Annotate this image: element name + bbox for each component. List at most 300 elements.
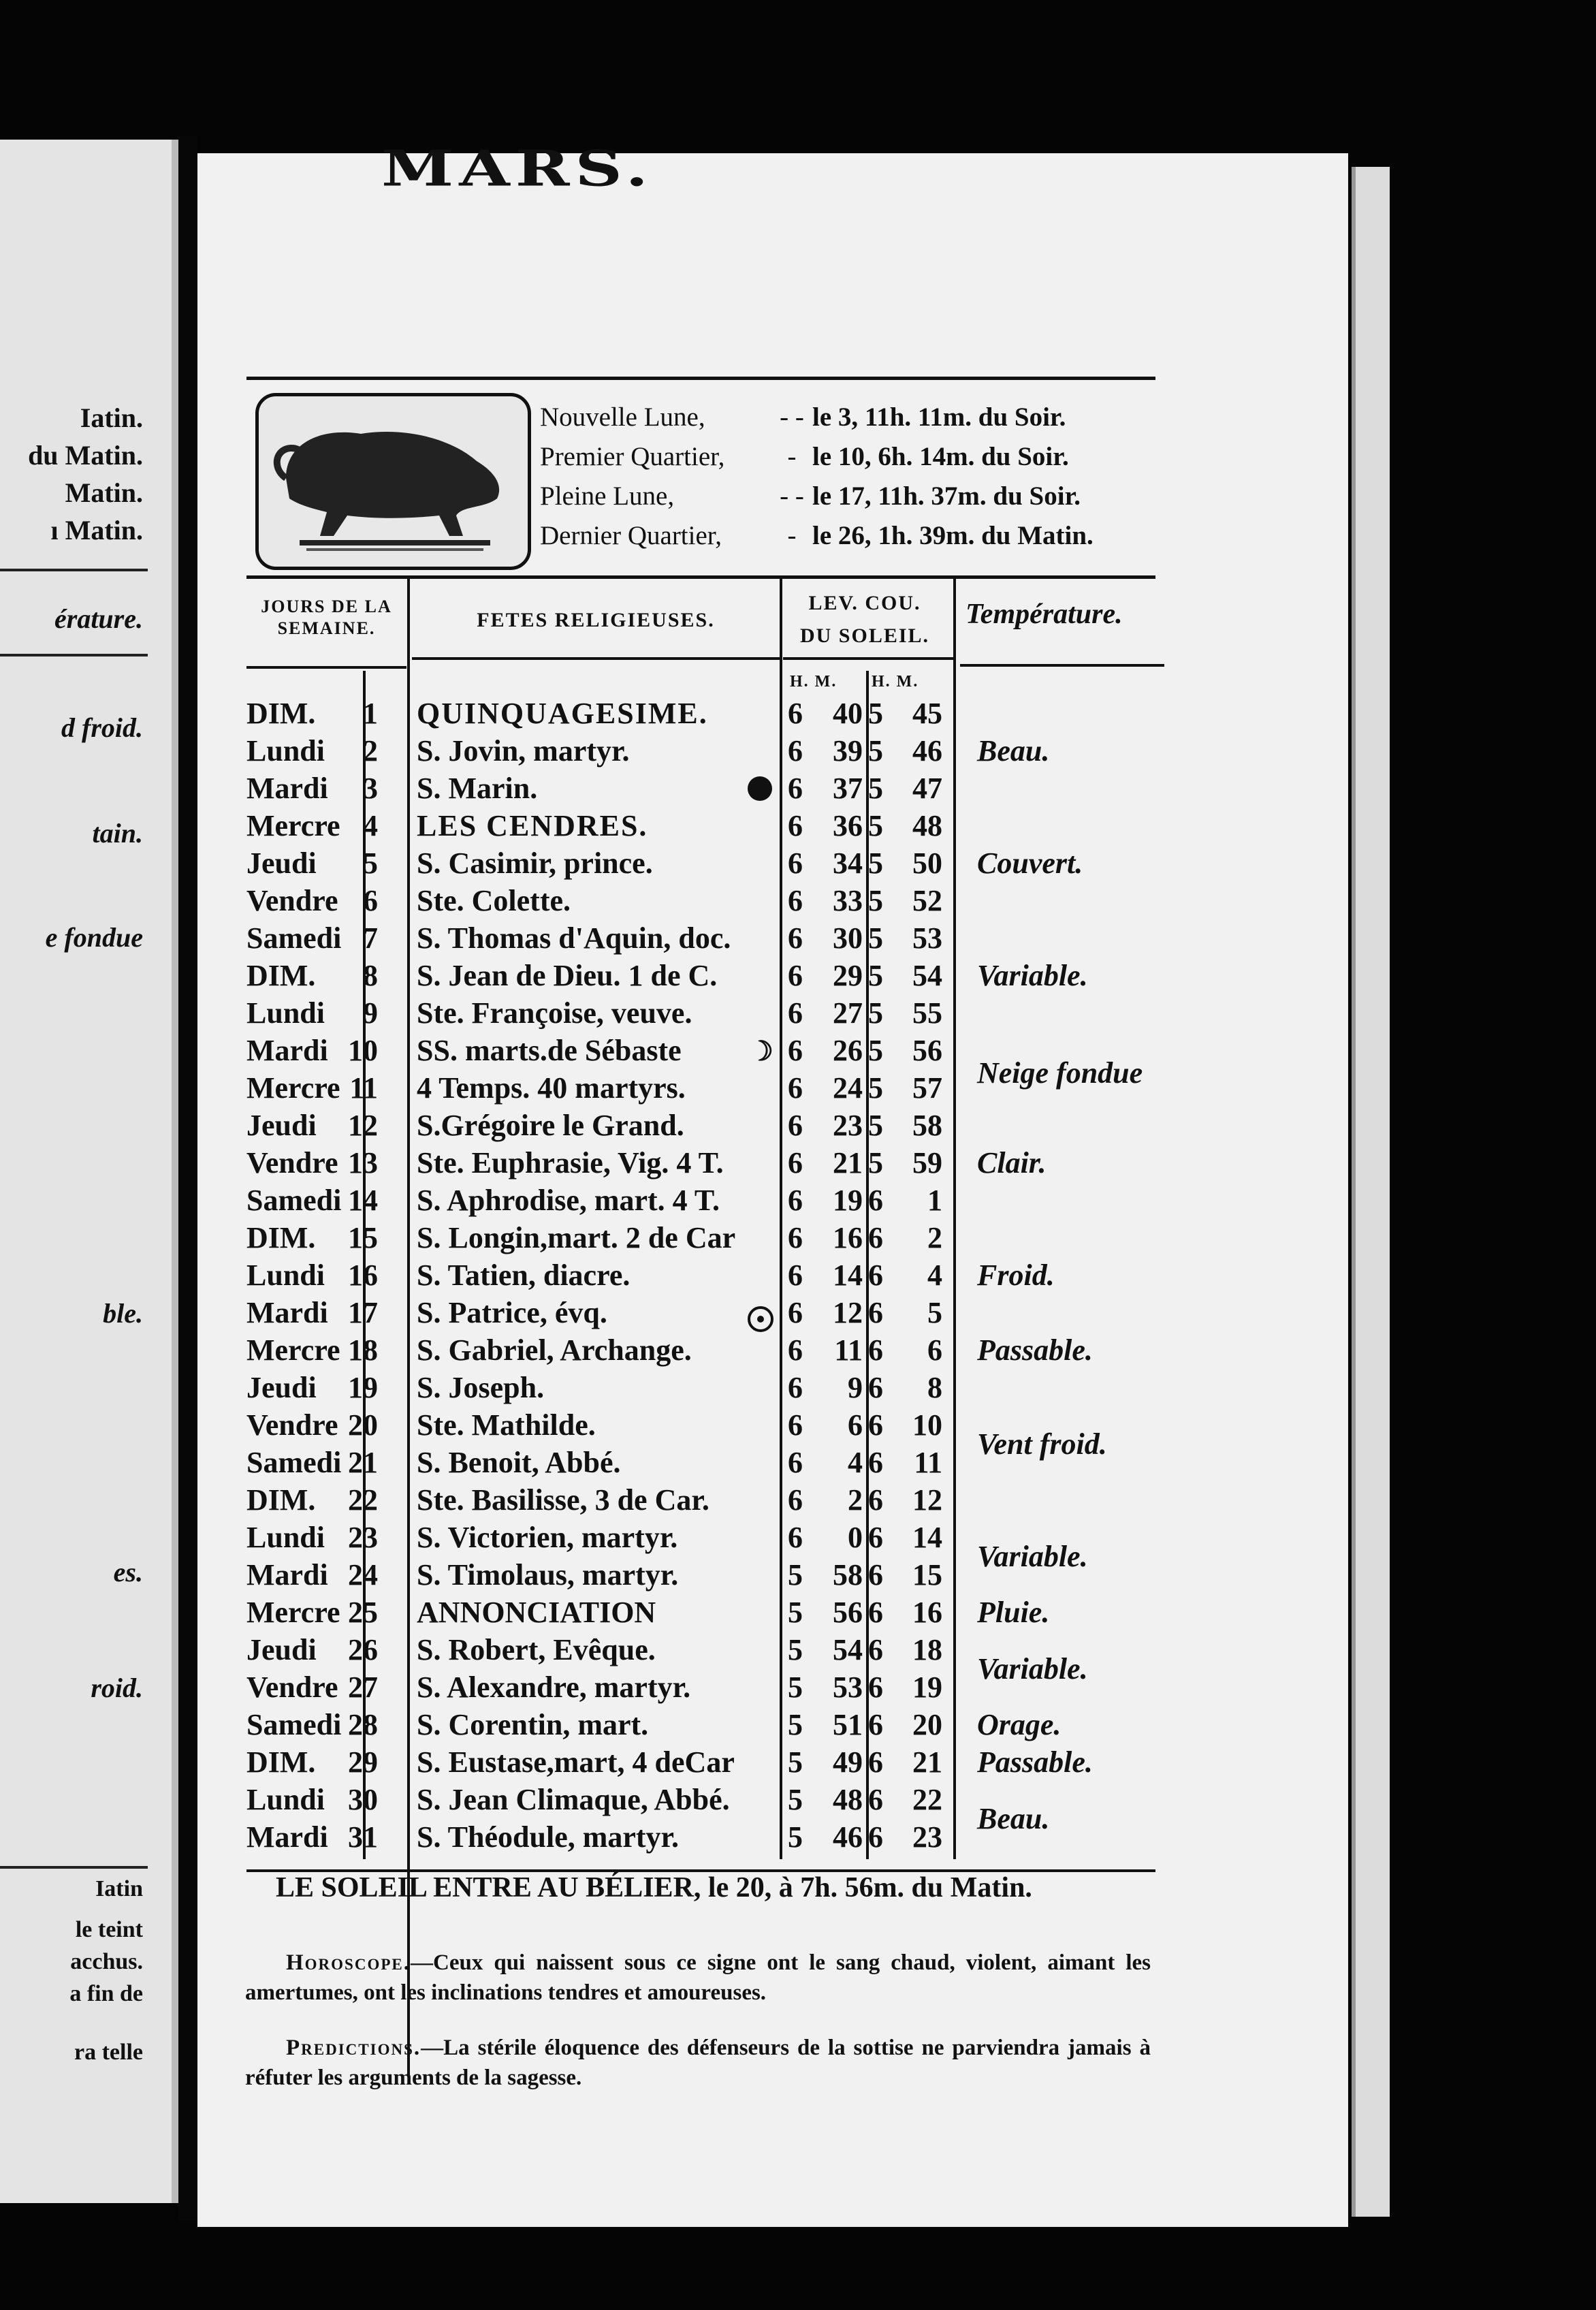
- left-fragment-weather: roid.: [91, 1673, 143, 1703]
- row-sunrise-minute: 2: [848, 1483, 863, 1517]
- left-fragment-bottom: ra telle: [74, 2040, 143, 2065]
- row-sunrise-minute: 23: [833, 1109, 863, 1142]
- row-day: Samedi: [246, 1446, 342, 1479]
- moon-phase-row: [540, 441, 1069, 472]
- row-day: Jeudi: [246, 1633, 317, 1666]
- row-sunrise-hour: 6: [788, 1521, 803, 1554]
- row-sunrise-hour: 6: [788, 697, 803, 730]
- row-day: Jeudi: [246, 847, 317, 880]
- rule: [960, 664, 1164, 667]
- row-sunrise-minute: 36: [833, 809, 863, 842]
- header-days-line2: SEMAINE.: [277, 618, 376, 638]
- row-date: 6: [363, 884, 378, 917]
- row-date: 10: [348, 1034, 378, 1067]
- row-sunrise-hour: 6: [788, 1109, 803, 1142]
- row-sunset-minute: 6: [927, 1333, 942, 1367]
- row-sunrise-hour: 5: [788, 1820, 803, 1854]
- left-rule: [0, 1866, 148, 1869]
- row-feast: S. Eustase,mart, 4 deCar: [417, 1745, 735, 1779]
- weather-note: Variable.: [977, 959, 1088, 992]
- rule: [246, 575, 1155, 579]
- top-rule: [246, 377, 1155, 380]
- row-sunset-minute: 45: [912, 697, 942, 730]
- row-date: 16: [348, 1259, 378, 1292]
- moon-phase-name: Nouvelle Lune,: [540, 402, 705, 432]
- row-sunset-hour: 6: [868, 1745, 883, 1779]
- row-date: 12: [348, 1109, 378, 1142]
- weather-note: Couvert.: [977, 847, 1083, 880]
- row-sunset-hour: 6: [868, 1408, 883, 1442]
- row-day: Jeudi: [246, 1371, 317, 1404]
- row-sunset-hour: 5: [868, 1034, 883, 1067]
- ram-icon: [259, 396, 528, 567]
- row-sunrise-minute: 19: [833, 1184, 863, 1217]
- row-sunrise-hour: 6: [788, 1333, 803, 1367]
- row-sunrise-minute: 56: [833, 1596, 863, 1629]
- header-days-line1: JOURS DE LA: [261, 597, 392, 616]
- row-sunset-minute: 47: [912, 772, 942, 805]
- row-date: 22: [348, 1483, 378, 1517]
- row-feast: S. Jean Climaque, Abbé.: [417, 1783, 730, 1816]
- row-day: Mardi: [246, 1296, 328, 1329]
- row-feast: S. Timolaus, martyr.: [417, 1558, 679, 1592]
- left-fragment-bottom: Iatin: [95, 1876, 143, 1901]
- left-fragment-line: ı Matin.: [50, 515, 143, 545]
- first-quarter-moon-icon: ☽: [749, 1036, 773, 1066]
- row-sunrise-minute: 4: [848, 1446, 863, 1479]
- row-feast: S. Corentin, mart.: [417, 1708, 649, 1741]
- row-sunrise-minute: 27: [833, 996, 863, 1030]
- row-sunset-minute: 1: [927, 1184, 942, 1217]
- row-sunrise-minute: 12: [833, 1296, 863, 1329]
- row-sunset-minute: 56: [912, 1034, 942, 1067]
- weather-note: Passable.: [977, 1333, 1093, 1367]
- row-sunset-hour: 5: [868, 847, 883, 880]
- moon-phase-row: [540, 402, 1066, 432]
- row-sunrise-minute: 49: [833, 1745, 863, 1779]
- left-fragment-bottom: a fin de: [69, 1981, 143, 2006]
- header-sun: [783, 587, 946, 652]
- row-date: 2: [363, 734, 378, 768]
- row-day: Mercre: [246, 1596, 340, 1629]
- row-feast: S. Alexandre, martyr.: [417, 1671, 691, 1704]
- weather-note: Beau.: [977, 1801, 1050, 1835]
- row-sunrise-hour: 6: [788, 1483, 803, 1517]
- month-title: MARS.: [381, 140, 654, 197]
- left-fragment-weather: tain.: [92, 818, 143, 849]
- row-sunrise-minute: 33: [833, 884, 863, 917]
- row-feast: S. Théodule, martyr.: [417, 1820, 680, 1854]
- weather-note: Pluie.: [977, 1596, 1050, 1629]
- row-sunset-hour: 6: [868, 1558, 883, 1592]
- moon-phase-date: le 26, 1h. 39m. du Matin.: [812, 521, 1094, 550]
- header-temperature: Température.: [965, 599, 1123, 630]
- row-date: 19: [348, 1371, 378, 1404]
- row-feast: Ste. Colette.: [417, 884, 571, 917]
- row-sunset-minute: 14: [912, 1521, 942, 1554]
- row-sunrise-hour: 6: [788, 772, 803, 805]
- row-sunrise-hour: 6: [788, 1221, 803, 1254]
- row-day: Mardi: [246, 1820, 328, 1854]
- row-sunset-minute: 15: [912, 1558, 942, 1592]
- row-day: Lundi: [246, 1259, 325, 1292]
- row-sunset-hour: 5: [868, 996, 883, 1030]
- row-date: 3: [363, 772, 378, 805]
- moon-phase-name: Premier Quartier,: [540, 442, 725, 471]
- header-feasts: FETES RELIGIEUSES.: [477, 609, 715, 631]
- rule: [246, 666, 406, 669]
- header-sun-line1: LEV. COU.: [808, 592, 921, 614]
- weather-note: Passable.: [977, 1745, 1093, 1779]
- row-feast: S. Joseph.: [417, 1371, 545, 1404]
- row-date: 25: [348, 1596, 378, 1629]
- rule: [412, 657, 780, 660]
- row-date: 28: [348, 1708, 378, 1741]
- row-feast: QUINQUAGESIME.: [417, 697, 708, 730]
- row-day: DIM.: [246, 1745, 316, 1779]
- moon-phase-row: [540, 520, 1094, 551]
- row-sunset-minute: 53: [912, 921, 942, 955]
- row-sunset-hour: 5: [868, 884, 883, 917]
- moon-phase-dash: -: [787, 521, 797, 550]
- header-days: [246, 596, 406, 639]
- row-day: Vendre: [246, 1146, 338, 1180]
- row-sunset-minute: 2: [927, 1221, 942, 1254]
- left-fragment-weather: es.: [113, 1557, 143, 1587]
- row-feast: S. Benoit, Abbé.: [417, 1446, 621, 1479]
- left-fragment-line: du Matin.: [28, 440, 143, 471]
- row-sunset-hour: 6: [868, 1483, 883, 1517]
- row-feast: S. Aphrodise, mart. 4 T.: [417, 1184, 720, 1217]
- row-sunset-hour: 6: [868, 1521, 883, 1554]
- sun-entry-line: LE SOLEIL ENTRE AU BÉLIER, le 20, à 7h. 56m. du Matin.: [276, 1872, 1032, 1903]
- row-day: DIM.: [246, 1483, 316, 1517]
- new-moon-icon: [748, 776, 772, 801]
- row-day: Lundi: [246, 1521, 325, 1554]
- row-sunrise-minute: 9: [848, 1371, 863, 1404]
- predictions-paragraph: [245, 2033, 1151, 2093]
- row-sunset-minute: 18: [912, 1633, 942, 1666]
- row-date: 23: [348, 1521, 378, 1554]
- row-sunrise-hour: 5: [788, 1558, 803, 1592]
- left-fragment-bottom: acchus.: [70, 1949, 143, 1974]
- row-sunset-hour: 5: [868, 1109, 883, 1142]
- rule: [783, 657, 953, 660]
- row-day: Vendre: [246, 1408, 338, 1442]
- row-sunrise-minute: 29: [833, 959, 863, 992]
- row-day: Mardi: [246, 1558, 328, 1592]
- row-sunset-minute: 48: [912, 809, 942, 842]
- row-feast: S. Victorien, martyr.: [417, 1521, 678, 1554]
- row-feast: Ste. Françoise, veuve.: [417, 996, 692, 1030]
- row-sunrise-hour: 6: [788, 959, 803, 992]
- row-sunset-hour: 6: [868, 1633, 883, 1666]
- row-date: 5: [363, 847, 378, 880]
- left-fragment-line: Matin.: [65, 477, 143, 508]
- row-sunset-minute: 11: [914, 1446, 942, 1479]
- row-feast: SS. marts.de Sébaste: [417, 1034, 682, 1067]
- row-sunset-minute: 50: [912, 847, 942, 880]
- weather-note: Froid.: [977, 1259, 1055, 1292]
- row-sunset-minute: 19: [912, 1671, 942, 1704]
- row-sunset-minute: 23: [912, 1820, 942, 1854]
- row-sunrise-hour: 6: [788, 1146, 803, 1180]
- moon-phase-dash: - -: [780, 402, 804, 432]
- row-sunrise-minute: 48: [833, 1783, 863, 1816]
- row-sunset-hour: 6: [868, 1184, 883, 1217]
- weather-note: Variable.: [977, 1539, 1088, 1573]
- row-day: Lundi: [246, 734, 325, 768]
- row-date: 14: [348, 1184, 378, 1217]
- row-sunrise-minute: 11: [834, 1333, 863, 1367]
- row-sunrise-hour: 6: [788, 1446, 803, 1479]
- row-sunset-hour: 5: [868, 1071, 883, 1105]
- weather-note: Neige fondue: [977, 1056, 1143, 1090]
- row-sunrise-minute: 39: [833, 734, 863, 768]
- row-sunrise-minute: 53: [833, 1671, 863, 1704]
- row-date: 20: [348, 1408, 378, 1442]
- row-sunrise-minute: 0: [848, 1521, 863, 1554]
- row-day: Vendre: [246, 884, 338, 917]
- row-feast: LES CENDRES.: [417, 809, 648, 842]
- zodiac-vignette-image: [255, 393, 531, 570]
- row-sunset-hour: 5: [868, 697, 883, 730]
- row-sunset-hour: 5: [868, 1146, 883, 1180]
- row-sunset-minute: 59: [912, 1146, 942, 1180]
- row-sunset-hour: 5: [868, 921, 883, 955]
- weather-note: Orage.: [977, 1708, 1062, 1741]
- horoscope-text: —Ceux qui naissent sous ce signe ont le sang chaud, violent, aimant les amertumes, ont les inclinations tendres et amoureuses.: [245, 1950, 1151, 2005]
- row-sunset-minute: 16: [912, 1596, 942, 1629]
- row-day: Samedi: [246, 921, 342, 955]
- row-sunset-minute: 21: [912, 1745, 942, 1779]
- row-day: Lundi: [246, 996, 325, 1030]
- header-hm-rise: H. M.: [790, 673, 837, 691]
- row-day: DIM.: [246, 697, 316, 730]
- row-feast: S. Patrice, évq.: [417, 1296, 607, 1329]
- row-sunrise-minute: 21: [833, 1146, 863, 1180]
- row-sunrise-minute: 6: [848, 1408, 863, 1442]
- row-day: Mercre: [246, 1333, 340, 1367]
- row-sunrise-minute: 54: [833, 1633, 863, 1666]
- row-sunset-hour: 6: [868, 1708, 883, 1741]
- row-sunrise-minute: 16: [833, 1221, 863, 1254]
- row-sunrise-hour: 6: [788, 1408, 803, 1442]
- moon-phase-dash: - -: [780, 481, 804, 511]
- moon-phase-dash: -: [787, 442, 797, 471]
- row-day: Vendre: [246, 1671, 338, 1704]
- row-sunrise-hour: 6: [788, 1371, 803, 1404]
- row-sunset-minute: 12: [912, 1483, 942, 1517]
- row-day: Mardi: [246, 772, 328, 805]
- row-feast: S.Grégoire le Grand.: [417, 1109, 684, 1142]
- row-day: DIM.: [246, 1221, 316, 1254]
- row-feast: S. Thomas d'Aquin, doc.: [417, 921, 731, 955]
- row-feast: S. Jean de Dieu. 1 de C.: [417, 959, 718, 992]
- book-spine: [178, 136, 197, 2220]
- row-date: 1: [363, 697, 378, 730]
- row-day: Mercre: [246, 1071, 340, 1105]
- row-sunset-hour: 6: [868, 1259, 883, 1292]
- row-day: Samedi: [246, 1184, 342, 1217]
- row-date: 4: [363, 809, 378, 842]
- row-feast: Ste. Mathilde.: [417, 1408, 596, 1442]
- row-date: 15: [348, 1221, 378, 1254]
- row-sunset-hour: 5: [868, 959, 883, 992]
- row-feast: ANNONCIATION: [417, 1596, 656, 1629]
- predictions-text: —La stérile éloquence des défenseurs de la sottise ne parviendra jamais à réfuter les arguments de la sagesse.: [245, 2036, 1151, 2090]
- moon-phase-date: le 17, 11h. 37m. du Soir.: [812, 481, 1081, 511]
- row-sunset-minute: 20: [912, 1708, 942, 1741]
- row-sunset-minute: 58: [912, 1109, 942, 1142]
- left-fragment-weather: d froid.: [61, 712, 143, 743]
- row-date: 11: [349, 1071, 378, 1105]
- row-sunrise-hour: 6: [788, 734, 803, 768]
- row-sunset-minute: 46: [912, 734, 942, 768]
- row-sunrise-hour: 5: [788, 1783, 803, 1816]
- row-sunset-minute: 4: [927, 1259, 942, 1292]
- row-feast: S. Gabriel, Archange.: [417, 1333, 692, 1367]
- row-day: Mardi: [246, 1034, 328, 1067]
- row-date: 9: [363, 996, 378, 1030]
- row-sunset-hour: 5: [868, 809, 883, 842]
- row-sunset-hour: 5: [868, 772, 883, 805]
- row-date: 24: [348, 1558, 378, 1592]
- row-day: DIM.: [246, 959, 316, 992]
- horoscope-paragraph: [245, 1948, 1151, 2008]
- page-edges: [1352, 167, 1390, 2217]
- row-sunset-hour: 6: [868, 1446, 883, 1479]
- column-divider: [407, 579, 410, 2077]
- row-sunrise-hour: 6: [788, 809, 803, 842]
- row-sunrise-minute: 37: [833, 772, 863, 805]
- row-sunset-minute: 22: [912, 1783, 942, 1816]
- row-feast: Ste. Basilisse, 3 de Car.: [417, 1483, 709, 1517]
- row-date: 13: [348, 1146, 378, 1180]
- row-sunrise-hour: 5: [788, 1633, 803, 1666]
- left-fragment-bottom: le teint: [75, 1917, 143, 1942]
- row-sunset-hour: 6: [868, 1671, 883, 1704]
- row-sunrise-hour: 5: [788, 1671, 803, 1704]
- row-sunrise-minute: 58: [833, 1558, 863, 1592]
- row-sunrise-minute: 30: [833, 921, 863, 955]
- row-sunrise-hour: 6: [788, 847, 803, 880]
- header-hm-set: H. M.: [872, 673, 919, 691]
- row-date: 17: [348, 1296, 378, 1329]
- moon-phase-name: Dernier Quartier,: [540, 521, 722, 550]
- row-date: 18: [348, 1333, 378, 1367]
- left-rule: [0, 654, 148, 656]
- row-sunrise-hour: 6: [788, 1184, 803, 1217]
- row-date: 26: [348, 1633, 378, 1666]
- moon-phase-date: le 3, 11h. 11m. du Soir.: [812, 402, 1066, 432]
- moon-phase-date: le 10, 6h. 14m. du Soir.: [812, 442, 1069, 471]
- header-sun-line2: DU SOLEIL.: [799, 624, 930, 647]
- row-date: 31: [348, 1820, 378, 1854]
- row-date: 21: [348, 1446, 378, 1479]
- row-sunrise-minute: 14: [833, 1259, 863, 1292]
- weather-note: Vent froid.: [977, 1427, 1107, 1461]
- row-sunset-hour: 6: [868, 1296, 883, 1329]
- horoscope-label: Horoscope.: [286, 1950, 411, 1975]
- row-sunrise-minute: 40: [833, 697, 863, 730]
- row-sunset-minute: 8: [927, 1371, 942, 1404]
- left-page-fragment: [0, 140, 178, 2203]
- weather-note: Clair.: [977, 1146, 1047, 1180]
- full-moon-icon: [748, 1306, 773, 1332]
- row-sunrise-hour: 6: [788, 1034, 803, 1067]
- row-sunset-hour: 6: [868, 1371, 883, 1404]
- weather-note: Beau.: [977, 734, 1050, 768]
- row-sunrise-minute: 51: [833, 1708, 863, 1741]
- row-sunrise-hour: 5: [788, 1745, 803, 1779]
- row-sunrise-minute: 24: [833, 1071, 863, 1105]
- row-sunrise-hour: 5: [788, 1596, 803, 1629]
- row-sunset-minute: 57: [912, 1071, 942, 1105]
- row-feast: 4 Temps. 40 martyrs.: [417, 1071, 686, 1105]
- row-sunrise-hour: 6: [788, 921, 803, 955]
- row-sunset-hour: 6: [868, 1221, 883, 1254]
- row-sunrise-minute: 26: [833, 1034, 863, 1067]
- row-date: 7: [363, 921, 378, 955]
- row-sunrise-hour: 6: [788, 1296, 803, 1329]
- row-feast: S. Tatien, diacre.: [417, 1259, 631, 1292]
- row-feast: S. Robert, Evêque.: [417, 1633, 656, 1666]
- row-sunset-minute: 5: [927, 1296, 942, 1329]
- row-feast: Ste. Euphrasie, Vig. 4 T.: [417, 1146, 724, 1180]
- row-feast: S. Marin.: [417, 772, 538, 805]
- weather-note: Variable.: [977, 1651, 1088, 1686]
- row-sunrise-hour: 6: [788, 996, 803, 1030]
- row-day: Jeudi: [246, 1109, 317, 1142]
- left-rule: [0, 569, 148, 571]
- row-sunset-minute: 55: [912, 996, 942, 1030]
- row-sunset-hour: 6: [868, 1596, 883, 1629]
- row-sunset-minute: 52: [912, 884, 942, 917]
- row-sunset-minute: 10: [912, 1408, 942, 1442]
- row-feast: S. Longin,mart. 2 de Car: [417, 1221, 736, 1254]
- row-sunrise-hour: 6: [788, 1259, 803, 1292]
- predictions-label: Predictions.: [286, 2036, 421, 2060]
- moon-phase-name: Pleine Lune,: [540, 481, 675, 511]
- left-fragment-line: Iatin.: [80, 402, 143, 433]
- left-fragment-weather: e fondue: [45, 922, 143, 953]
- row-day: Lundi: [246, 1783, 325, 1816]
- row-date: 30: [348, 1783, 378, 1816]
- left-fragment-header: érature.: [54, 603, 143, 634]
- row-sunrise-hour: 5: [788, 1708, 803, 1741]
- row-date: 29: [348, 1745, 378, 1779]
- row-feast: S. Casimir, prince.: [417, 847, 653, 880]
- row-sunrise-minute: 46: [833, 1820, 863, 1854]
- row-sunrise-hour: 6: [788, 884, 803, 917]
- row-day: Samedi: [246, 1708, 342, 1741]
- row-sunset-hour: 5: [868, 734, 883, 768]
- moon-phase-row: [540, 481, 1081, 511]
- row-feast: S. Jovin, martyr.: [417, 734, 630, 768]
- left-fragment-weather: ble.: [103, 1298, 143, 1329]
- row-sunset-minute: 54: [912, 959, 942, 992]
- row-date: 8: [363, 959, 378, 992]
- row-sunset-hour: 6: [868, 1820, 883, 1854]
- row-sunrise-hour: 6: [788, 1071, 803, 1105]
- row-date: 27: [348, 1671, 378, 1704]
- left-page-edge: [172, 140, 178, 2203]
- row-day: Mercre: [246, 809, 340, 842]
- row-sunset-hour: 6: [868, 1783, 883, 1816]
- row-sunset-hour: 6: [868, 1333, 883, 1367]
- row-sunrise-minute: 34: [833, 847, 863, 880]
